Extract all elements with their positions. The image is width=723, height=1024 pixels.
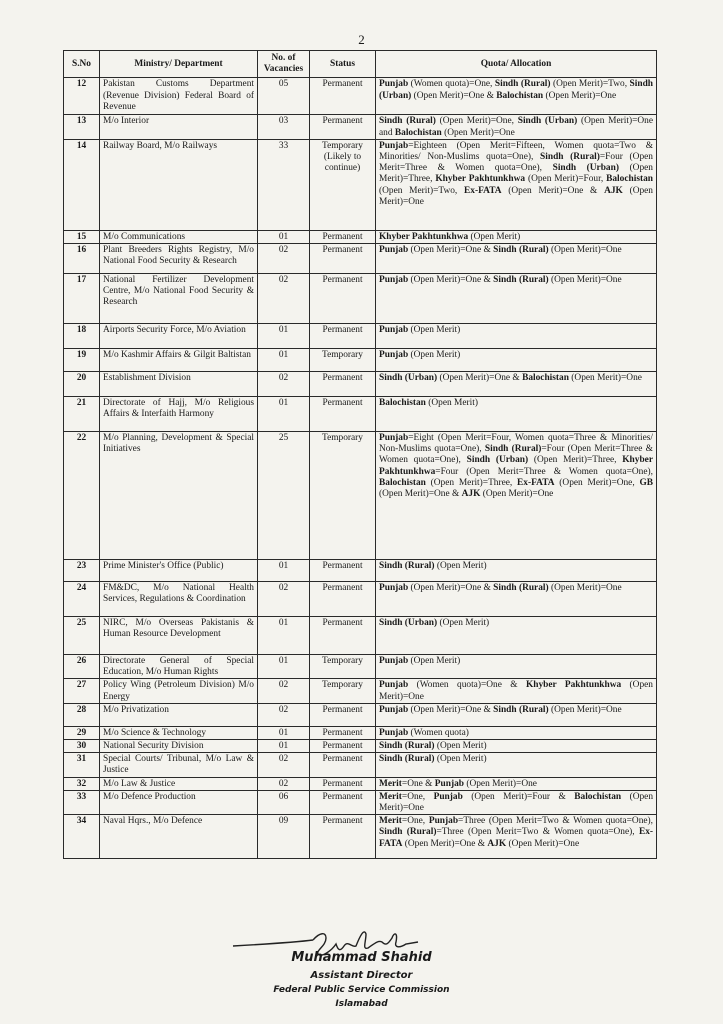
quota-cell bbox=[376, 740, 657, 753]
quota-region: Punjab bbox=[379, 680, 409, 691]
vacancies-cell: 01 bbox=[258, 324, 310, 349]
vacancies-cell: 06 bbox=[258, 790, 310, 814]
ministry-cell: Airports Security Force, M/o Aviation bbox=[100, 324, 258, 349]
ministry-cell: M/o Interior bbox=[100, 115, 258, 139]
status-cell: Permanent bbox=[310, 397, 376, 432]
ministry-cell: National Security Division bbox=[100, 740, 258, 753]
status-cell: Temporary bbox=[310, 349, 376, 372]
quota-text: (Open Merit)=One & bbox=[437, 373, 523, 384]
ministry-cell: M/o Communications bbox=[100, 230, 258, 243]
quota-region: Balochistan bbox=[522, 373, 569, 384]
quota-text: (Open Merit) bbox=[434, 741, 487, 752]
status-cell: Permanent bbox=[310, 230, 376, 243]
header-status: Status bbox=[310, 51, 376, 78]
sno-cell: 18 bbox=[64, 324, 100, 349]
status-cell: Permanent bbox=[310, 617, 376, 655]
ministry-cell: Special Courts/ Tribunal, M/o Law & Justice bbox=[100, 753, 258, 777]
ministry-cell: FM&DC, M/o National Health Services, Regulations & Coordination bbox=[100, 582, 258, 617]
table-row bbox=[64, 582, 657, 617]
table-body bbox=[64, 78, 657, 859]
table-row bbox=[64, 703, 657, 726]
status-cell: Permanent bbox=[310, 115, 376, 139]
page-number: 2 bbox=[358, 32, 365, 47]
sno-cell: 13 bbox=[64, 115, 100, 139]
quota-region: Merit bbox=[379, 791, 402, 802]
signatory-organization: Federal Public Service Commission bbox=[273, 985, 450, 995]
quota-text: (Open Merit)=One bbox=[379, 791, 654, 814]
quota-region: Punjab bbox=[379, 656, 409, 667]
quota-cell bbox=[376, 582, 657, 617]
table-row bbox=[64, 753, 657, 777]
quota-cell bbox=[376, 372, 657, 397]
quota-text: (Open Merit)=One bbox=[568, 373, 642, 384]
vacancies-cell: 25 bbox=[258, 432, 310, 560]
signatory-name: Muhammad Shahid bbox=[291, 950, 432, 965]
vacancies-cell: 02 bbox=[258, 372, 310, 397]
quota-cell bbox=[376, 274, 657, 324]
quota-text: (Open Merit)=One bbox=[379, 680, 653, 702]
quota-cell bbox=[376, 349, 657, 372]
quota-text: =Three (Open Merit=Two & Women quota=One), bbox=[436, 827, 639, 838]
quota-region: Sindh (Rural) bbox=[493, 583, 549, 594]
vacancies-cell: 02 bbox=[258, 582, 310, 617]
quota-text: (Open Merit)=Two, bbox=[550, 79, 630, 90]
vacancies-cell: 02 bbox=[258, 753, 310, 777]
quota-cell bbox=[376, 324, 657, 349]
quota-text: (Open Merit)=Four, bbox=[525, 174, 607, 185]
vacancies-cell: 01 bbox=[258, 617, 310, 655]
vacancies-cell: 01 bbox=[258, 349, 310, 372]
quota-text: (Open Merit)=One bbox=[379, 185, 653, 207]
quota-text: (Open Merit) bbox=[434, 561, 487, 572]
ministry-cell: M/o Law & Justice bbox=[100, 777, 258, 790]
sno-cell: 27 bbox=[64, 679, 100, 703]
sno-cell: 24 bbox=[64, 582, 100, 617]
table-row bbox=[64, 397, 657, 432]
quota-text: (Open Merit)=One bbox=[548, 704, 622, 715]
vacancies-cell: 01 bbox=[258, 560, 310, 582]
vacancies-cell: 05 bbox=[258, 78, 310, 115]
quota-text: (Open Merit)=One & bbox=[411, 90, 497, 101]
quota-region: Punjab bbox=[379, 704, 409, 715]
quota-text: (Women quota)=One, bbox=[408, 79, 495, 90]
table-row bbox=[64, 679, 657, 703]
ministry-cell: Establishment Division bbox=[100, 372, 258, 397]
quota-text: =Eighteen (Open Merit=Fifteen, Women quota=Two & Minorities/ Non-Muslims quota=One), bbox=[379, 140, 653, 163]
ministry-cell: National Fertilizer Development Centre, M/o National Food Security & Research bbox=[100, 274, 258, 324]
table-row bbox=[64, 324, 657, 349]
header-sno: S.No bbox=[64, 51, 100, 78]
quota-cell bbox=[376, 139, 657, 230]
quota-region: Sindh (Rural) bbox=[493, 704, 549, 715]
quota-text: (Open Merit) bbox=[408, 325, 461, 336]
quota-text: (Open Merit)=One bbox=[548, 275, 622, 286]
quota-text: (Open Merit)=Two, bbox=[379, 185, 465, 196]
quota-region: Khyber Pakhtunkhwa bbox=[379, 455, 653, 477]
vacancies-cell: 01 bbox=[258, 655, 310, 679]
quota-cell bbox=[376, 78, 657, 115]
header-vacancies: No. of Vacancies bbox=[258, 51, 310, 78]
quota-cell bbox=[376, 655, 657, 679]
status-cell: Temporary (Likely to continue) bbox=[310, 139, 376, 230]
quota-cell bbox=[376, 790, 657, 814]
ministry-cell: M/o Privatization bbox=[100, 703, 258, 726]
ministry-cell: M/o Planning, Development & Special Initiatives bbox=[100, 432, 258, 560]
quota-region: Balochistan bbox=[379, 398, 426, 409]
quota-cell bbox=[376, 115, 657, 139]
quota-region: AJK bbox=[604, 185, 623, 196]
quota-region: Sindh (Urban) bbox=[379, 618, 438, 629]
sno-cell: 31 bbox=[64, 753, 100, 777]
header-quota: Quota/ Allocation bbox=[376, 51, 657, 78]
quota-cell bbox=[376, 230, 657, 243]
quota-cell bbox=[376, 777, 657, 790]
quota-text: (Women quota)=One & bbox=[408, 680, 526, 691]
vacancies-cell: 03 bbox=[258, 115, 310, 139]
sno-cell: 15 bbox=[64, 230, 100, 243]
sno-cell: 26 bbox=[64, 655, 100, 679]
quota-region: Sindh (Rural) bbox=[494, 79, 551, 90]
status-cell: Permanent bbox=[310, 582, 376, 617]
quota-cell bbox=[376, 432, 657, 560]
quota-text: (Open Merit)=One & bbox=[402, 838, 488, 849]
signatory-city: Islamabad bbox=[335, 999, 388, 1009]
quota-text: (Open Merit)=Three, bbox=[425, 477, 518, 488]
sno-cell: 16 bbox=[64, 244, 100, 274]
sno-cell: 33 bbox=[64, 790, 100, 814]
sno-cell: 19 bbox=[64, 349, 100, 372]
status-cell: Temporary bbox=[310, 432, 376, 560]
quota-region: Ex-FATA bbox=[464, 185, 502, 196]
quota-text: (Open Merit)=One, bbox=[554, 477, 640, 488]
quota-text: (Open Merit)=One bbox=[548, 245, 622, 256]
quota-region: Balochistan bbox=[606, 174, 653, 185]
quota-text: (Open Merit)=One & bbox=[408, 245, 494, 256]
status-cell: Permanent bbox=[310, 372, 376, 397]
table-row bbox=[64, 349, 657, 372]
table-row bbox=[64, 139, 657, 230]
sno-cell: 22 bbox=[64, 432, 100, 560]
ministry-cell: Prime Minister's Office (Public) bbox=[100, 560, 258, 582]
table-row bbox=[64, 230, 657, 243]
quota-text: (Open Merit)=One & bbox=[501, 185, 605, 196]
quota-text: (Open Merit)=Three, bbox=[379, 163, 653, 185]
quota-text: (Open Merit)=One & bbox=[408, 583, 494, 594]
quota-region: Sindh (Rural) bbox=[379, 561, 435, 572]
quota-region: AJK bbox=[487, 838, 507, 849]
ministry-cell: M/o Defence Production bbox=[100, 790, 258, 814]
quota-region: Punjab bbox=[379, 350, 409, 361]
table-row bbox=[64, 372, 657, 397]
table-row bbox=[64, 740, 657, 753]
vacancies-cell: 02 bbox=[258, 244, 310, 274]
vacancies-cell: 09 bbox=[258, 815, 310, 859]
ministry-cell: Naval Hqrs., M/o Defence bbox=[100, 815, 258, 859]
status-cell: Permanent bbox=[310, 78, 376, 115]
vacancies-cell: 02 bbox=[258, 274, 310, 324]
vacancies-cell: 01 bbox=[258, 397, 310, 432]
quota-text: =Four (Open Merit=Three & Women quota=One), bbox=[379, 444, 653, 466]
vacancies-cell: 02 bbox=[258, 703, 310, 726]
quota-text: (Open Merit) bbox=[434, 754, 487, 765]
vacancies-cell: 01 bbox=[258, 740, 310, 753]
quota-text: (Open Merit) bbox=[425, 398, 478, 409]
quota-region: Punjab bbox=[379, 325, 409, 336]
table-row bbox=[64, 115, 657, 139]
status-cell: Permanent bbox=[310, 703, 376, 726]
sno-cell: 14 bbox=[64, 139, 100, 230]
table-row bbox=[64, 274, 657, 324]
vacancies-cell: 33 bbox=[258, 139, 310, 230]
quota-region: Punjab bbox=[433, 791, 463, 802]
quota-region: Sindh (Rural) bbox=[493, 275, 549, 286]
status-cell: Permanent bbox=[310, 274, 376, 324]
status-cell: Permanent bbox=[310, 753, 376, 777]
quota-region: Merit bbox=[379, 816, 402, 827]
quota-region: Punjab bbox=[379, 727, 409, 738]
ministry-cell: Directorate General of Special Education, M/o Human Rights bbox=[100, 655, 258, 679]
quota-region: Punjab bbox=[379, 79, 409, 90]
table-row bbox=[64, 777, 657, 790]
status-cell: Permanent bbox=[310, 740, 376, 753]
status-cell: Permanent bbox=[310, 560, 376, 582]
quota-text: =One, bbox=[401, 816, 429, 827]
quota-region: Sindh (Rural) bbox=[493, 245, 549, 256]
sno-cell: 29 bbox=[64, 726, 100, 739]
quota-region: Ex-FATA bbox=[379, 827, 653, 849]
quota-region: Khyber Pakhtunkhwa bbox=[435, 174, 526, 185]
quota-text: =Four (Open Merit=Three & Women quota=One), bbox=[435, 466, 653, 477]
sno-cell: 34 bbox=[64, 815, 100, 859]
ministry-cell: NIRC, M/o Overseas Pakistanis & Human Resource Development bbox=[100, 617, 258, 655]
quota-cell bbox=[376, 726, 657, 739]
table-row bbox=[64, 790, 657, 814]
sno-cell: 20 bbox=[64, 372, 100, 397]
quota-region: Punjab bbox=[379, 275, 409, 286]
status-cell: Temporary bbox=[310, 655, 376, 679]
quota-region: Balochistan bbox=[574, 791, 622, 802]
status-cell: Permanent bbox=[310, 244, 376, 274]
quota-region: Sindh (Rural) bbox=[379, 116, 436, 127]
quota-cell bbox=[376, 560, 657, 582]
table-row bbox=[64, 560, 657, 582]
signatory-title: Assistant Director bbox=[310, 970, 413, 981]
sno-cell: 17 bbox=[64, 274, 100, 324]
table-row bbox=[64, 244, 657, 274]
quota-region: Punjab bbox=[379, 245, 409, 256]
quota-text: (Open Merit)=One bbox=[463, 778, 537, 789]
quota-cell bbox=[376, 703, 657, 726]
sno-cell: 23 bbox=[64, 560, 100, 582]
quota-region: GB bbox=[639, 477, 653, 488]
quota-text: (Open Merit)=Three, bbox=[528, 455, 623, 466]
table-row bbox=[64, 78, 657, 115]
quota-text: =One & bbox=[401, 778, 435, 789]
vacancies-cell: 01 bbox=[258, 726, 310, 739]
quota-region: Sindh (Urban) bbox=[379, 79, 653, 101]
quota-text: =One, bbox=[401, 791, 434, 802]
ministry-cell: Railway Board, M/o Railways bbox=[100, 139, 258, 230]
quota-text: (Open Merit)=One & bbox=[408, 704, 494, 715]
status-cell: Permanent bbox=[310, 726, 376, 739]
sno-cell: 21 bbox=[64, 397, 100, 432]
quota-region: Khyber Pakhtunkhwa bbox=[525, 680, 622, 691]
table-row bbox=[64, 432, 657, 560]
quota-text: (Open Merit) bbox=[468, 231, 521, 242]
vacancies-cell: 02 bbox=[258, 679, 310, 703]
quota-text: =Four (Open Merit=Three & Women quota=One), bbox=[379, 152, 653, 174]
table-row bbox=[64, 617, 657, 655]
quota-text: =Three (Open Merit=Two & Women quota=One), bbox=[458, 816, 654, 827]
quota-text: (Open Merit)=One bbox=[441, 127, 515, 138]
quota-region: Sindh (Rural) bbox=[379, 754, 435, 765]
quota-text: (Open Merit)=One and bbox=[379, 116, 653, 138]
sno-cell: 32 bbox=[64, 777, 100, 790]
quota-cell bbox=[376, 617, 657, 655]
quota-cell bbox=[376, 397, 657, 432]
quota-region: Sindh (Urban) bbox=[552, 163, 619, 174]
quota-text: (Open Merit)=One bbox=[480, 489, 554, 500]
quota-cell bbox=[376, 815, 657, 859]
quota-region: Sindh (Urban) bbox=[466, 455, 529, 466]
quota-text: (Open Merit)=One bbox=[506, 838, 580, 849]
quota-region: Balochistan bbox=[379, 477, 426, 488]
quota-text: =Eight (Open Merit=Four, Women quota=Three & Minorities/ Non-Muslims quota=One), bbox=[379, 433, 653, 455]
quota-cell bbox=[376, 679, 657, 703]
quota-text: (Open Merit)=One & bbox=[408, 275, 494, 286]
ministry-cell: Plant Breeders Rights Registry, M/o National Food Security & Research bbox=[100, 244, 258, 274]
quota-text: (Open Merit) bbox=[437, 618, 490, 629]
status-cell: Permanent bbox=[310, 790, 376, 814]
quota-cell bbox=[376, 244, 657, 274]
quota-region: Sindh (Rural) bbox=[484, 444, 542, 455]
header-ministry: Ministry/ Department bbox=[100, 51, 258, 78]
quota-region: Punjab bbox=[379, 140, 409, 151]
sno-cell: 25 bbox=[64, 617, 100, 655]
sno-cell: 12 bbox=[64, 78, 100, 115]
quota-region: Punjab bbox=[379, 433, 409, 444]
quota-text: (Open Merit)=One bbox=[548, 583, 622, 594]
quota-text: (Open Merit)=Four & bbox=[462, 791, 575, 802]
table-row bbox=[64, 655, 657, 679]
vacancies-cell: 01 bbox=[258, 230, 310, 243]
quota-cell bbox=[376, 753, 657, 777]
ministry-cell: Policy Wing (Petroleum Division) M/o Energy bbox=[100, 679, 258, 703]
quota-region: Sindh (Urban) bbox=[379, 373, 438, 384]
sno-cell: 28 bbox=[64, 703, 100, 726]
quota-region: Sindh (Rural) bbox=[379, 827, 437, 838]
status-cell: Permanent bbox=[310, 815, 376, 859]
quota-region: Khyber Pakhtunkhwa bbox=[379, 231, 469, 242]
ministry-cell: M/o Science & Technology bbox=[100, 726, 258, 739]
quota-region: Balochistan bbox=[394, 127, 442, 138]
sno-cell: 30 bbox=[64, 740, 100, 753]
table-header-row bbox=[64, 51, 657, 78]
status-cell: Temporary bbox=[310, 679, 376, 703]
vacancy-table bbox=[63, 50, 657, 859]
quota-text: (Open Merit)=One & bbox=[379, 489, 462, 500]
ministry-cell: M/o Kashmir Affairs & Gilgit Baltistan bbox=[100, 349, 258, 372]
ministry-cell: Directorate of Hajj, M/o Religious Affairs & Interfaith Harmony bbox=[100, 397, 258, 432]
quota-text: (Open Merit) bbox=[408, 350, 461, 361]
quota-region: Punjab bbox=[434, 778, 464, 789]
quota-region: Ex-FATA bbox=[517, 477, 555, 488]
quota-region: Merit bbox=[379, 778, 402, 789]
ministry-cell: Pakistan Customs Department (Revenue Division) Federal Board of Revenue bbox=[100, 78, 258, 115]
vacancies-cell: 02 bbox=[258, 777, 310, 790]
table-row bbox=[64, 726, 657, 739]
quota-region: Sindh (Rural) bbox=[540, 152, 600, 163]
table-row bbox=[64, 815, 657, 859]
status-cell: Permanent bbox=[310, 777, 376, 790]
quota-region: Punjab bbox=[379, 583, 409, 594]
quota-region: AJK bbox=[461, 489, 481, 500]
quota-region: Sindh (Rural) bbox=[379, 741, 435, 752]
quota-region: Balochistan bbox=[496, 90, 544, 101]
status-cell: Permanent bbox=[310, 324, 376, 349]
quota-text: (Women quota) bbox=[408, 727, 469, 738]
quota-text: (Open Merit)=One bbox=[543, 90, 617, 101]
quota-text: (Open Merit)=One, bbox=[435, 116, 518, 127]
quota-text: (Open Merit) bbox=[408, 656, 461, 667]
quota-region: Sindh (Urban) bbox=[517, 116, 578, 127]
quota-region: Punjab bbox=[428, 816, 459, 827]
